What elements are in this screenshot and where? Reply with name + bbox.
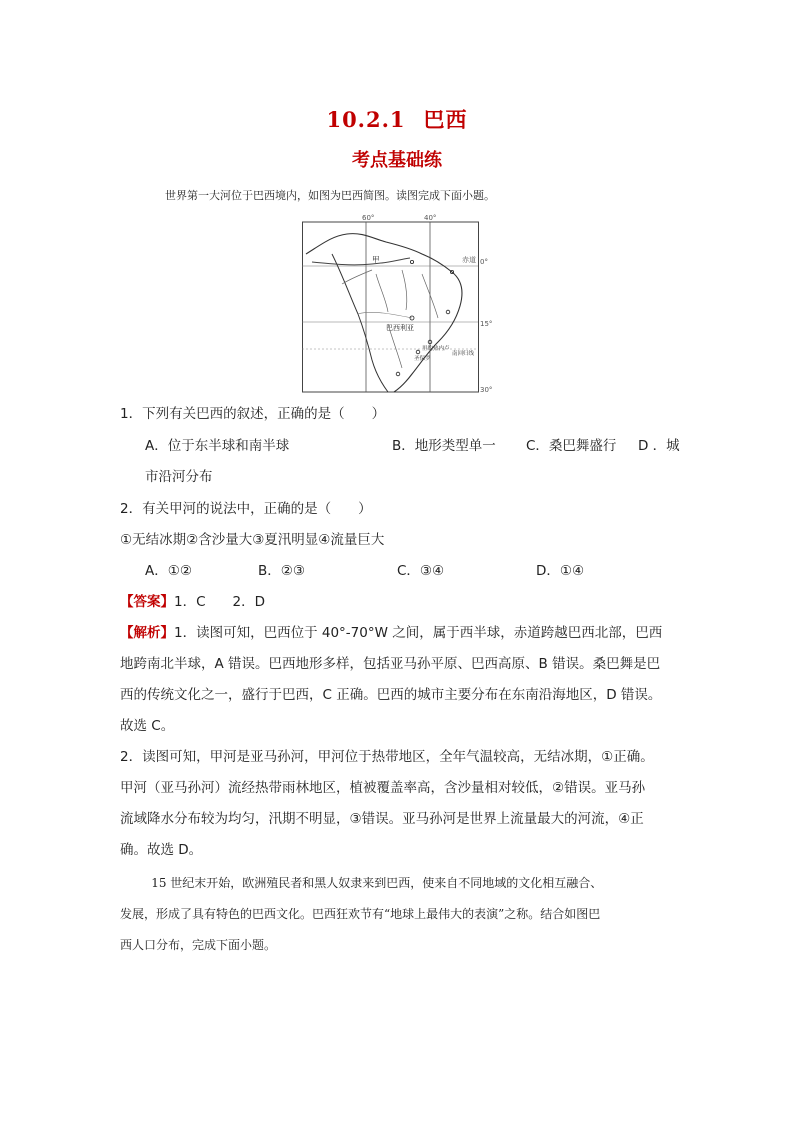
analysis-line: 西的传统文化之一，盛行于巴西，C 正确。巴西的城市主要分布在东南沿海地区，D 错误。 — [120, 687, 662, 703]
reading-passage — [120, 868, 680, 961]
question-2-stem: 2．有关甲河的说法中，正确的是（ ） — [120, 501, 372, 517]
passage-line: 15 世纪末开始，欧洲殖民者和黑人奴隶来到巴西，使来自不同地域的文化相互融合、 — [151, 876, 603, 890]
q1-option-b: B．地形类型单一 — [392, 438, 496, 454]
analysis-text: 1．读图可知，巴西位于 40°-70°W 之间，属于西半球，赤道跨越巴西北部，巴西 — [174, 625, 663, 641]
section-number: 10.2.1 — [326, 107, 406, 132]
lat-label-0: 0° — [480, 258, 488, 266]
tropic-label: 南回归线 — [452, 351, 475, 357]
page-subtitle: 考点基础练 — [352, 150, 442, 171]
lat-label-30: 30° — [480, 386, 493, 394]
answer-line — [120, 592, 265, 612]
city-label: 里约热内卢 — [422, 346, 450, 352]
section-title: 巴西 — [423, 107, 468, 132]
answer-tag: 【答案】 — [120, 594, 174, 610]
river-label: 甲 — [372, 255, 380, 264]
analysis-line: 确。故选 D。 — [120, 842, 203, 858]
answer-text: 1．C 2．D — [174, 594, 265, 610]
analysis-line: 甲河（亚马孙河）流经热带雨林地区，植被覆盖率高，含沙量相对较低，②错误。亚马孙 — [120, 780, 646, 796]
equator-label: 赤道 — [462, 256, 476, 264]
q1-option-a: A．位于东半球和南半球 — [145, 438, 290, 454]
q2-option-a: A．①② — [145, 563, 192, 579]
q2-option-b: B．②③ — [258, 563, 305, 579]
analysis-line: 地跨南北半球，A 错误。巴西地形多样，包括亚马孙平原、巴西高原、B 错误。桑巴舞是巴 — [120, 656, 661, 672]
analysis-line — [120, 618, 680, 649]
analysis-tag: 【解析】 — [120, 625, 174, 641]
analysis-line: 2．读图可知，甲河是亚马孙河，甲河位于热带地区，全年气温较高，无结冰期，①正确。 — [120, 749, 654, 765]
q1-option-c: C．桑巴舞盛行 — [526, 438, 617, 454]
analysis-paragraph-1 — [120, 618, 680, 742]
city2-label: 圣保罗 — [414, 356, 431, 362]
intro-text: 世界第一大河位于巴西境内，如图为巴西简图。读图完成下面小题。 — [165, 189, 495, 202]
passage-line: 西人口分布，完成下面小题。 — [120, 938, 277, 952]
analysis-line: 故选 C。 — [120, 718, 175, 734]
page-title — [0, 104, 794, 134]
capital-label: 巴西利亚 — [386, 324, 414, 332]
brazil-map-graphic — [302, 214, 493, 394]
analysis-line: 流域降水分布较为均匀，汛期不明显，③错误。亚马孙河是世界上流量最大的河流，④正 — [120, 811, 644, 827]
brazil-map — [302, 214, 493, 394]
analysis-paragraph-2 — [120, 742, 680, 866]
question-1-stem: 1．下列有关巴西的叙述，正确的是（ ） — [120, 406, 386, 422]
passage-line: 发展，形成了具有特色的巴西文化。巴西狂欢节有“地球上最伟大的表演”之称。结合如图巴 — [120, 907, 601, 921]
lon-label-60: 60° — [362, 214, 375, 222]
lon-label-40: 40° — [424, 214, 437, 222]
q1-option-d: D ．城 — [638, 438, 680, 454]
lat-label-15: 15° — [480, 320, 493, 328]
q2-option-c: C．③④ — [397, 563, 445, 579]
q1-option-d-continued: 市沿河分布 — [145, 469, 213, 485]
q2-items: ①无结冰期②含沙量大③夏汛明显④流量巨大 — [120, 532, 385, 548]
q2-option-d: D．①④ — [536, 563, 585, 579]
